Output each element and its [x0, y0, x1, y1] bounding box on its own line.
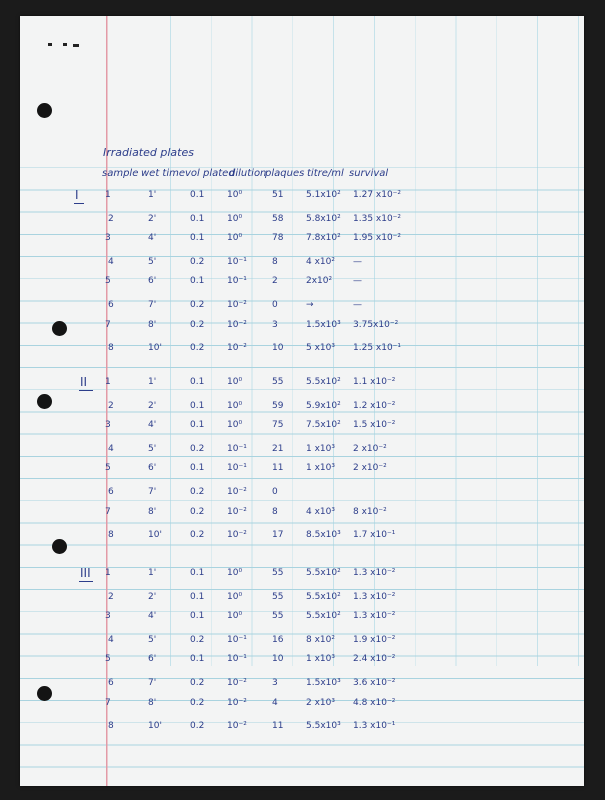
table-cell: 7.5x10² [306, 420, 341, 431]
table-cell: 10' [148, 721, 162, 732]
page-title: Irradiated plates [103, 146, 194, 159]
binder-hole [37, 394, 52, 409]
binder-hole [37, 103, 52, 118]
corner-mark [63, 43, 67, 46]
table-cell: 1.5x10³ [306, 319, 341, 330]
table-cell: 2' [148, 213, 157, 224]
table-cell: 3 [105, 420, 111, 431]
table-cell: 4' [148, 611, 157, 622]
table-cell: 7 [105, 319, 111, 330]
table-cell: 4 [272, 697, 278, 708]
table-cell: 0.2 [190, 319, 205, 330]
column-header: plaques [265, 168, 305, 179]
table-cell: 4 x10² [306, 256, 335, 267]
table-cell: 8' [148, 697, 157, 708]
table-cell: 5 x10³ [306, 343, 335, 354]
table-cell: 0.1 [190, 190, 205, 200]
table-cell: 4' [148, 420, 157, 431]
table-cell: 1 x10³ [306, 463, 335, 474]
table-cell: 1.9 x10⁻² [353, 634, 396, 645]
table-cell: 78 [272, 233, 284, 244]
table-cell: 6 [108, 300, 114, 310]
table-cell: — [353, 256, 362, 267]
table-cell: 2' [148, 591, 157, 602]
table-cell: 55 [272, 568, 284, 578]
table-cell: 8' [148, 506, 157, 517]
table-cell: — [353, 276, 362, 287]
table-cell: 2 x10³ [306, 697, 335, 708]
table-cell: 3 [272, 319, 278, 330]
table-cell: 5.1x10² [306, 190, 341, 200]
table-cell: 0.2 [190, 634, 205, 645]
table-cell: 5.9x10² [306, 400, 341, 411]
table-cell: 1.35 x10⁻² [353, 213, 402, 224]
table-cell: 8 [272, 256, 278, 267]
table-cell: 2.4 x10⁻² [353, 654, 396, 665]
table-cell: 3 [105, 611, 111, 622]
table-cell: 5' [148, 256, 157, 267]
table-cell: 2x10² [306, 276, 333, 287]
table-cell: 5.5x10³ [306, 721, 341, 732]
table-cell: 1 x10³ [306, 654, 335, 665]
table-cell: 1.3 x10⁻² [353, 568, 396, 578]
table-cell: 17 [272, 530, 284, 541]
table-cell: 5' [148, 443, 157, 454]
group-label-underline [79, 581, 93, 582]
table-cell: 5.8x10² [306, 213, 341, 224]
table-cell: 10⁰ [227, 591, 243, 602]
table-cell: 6' [148, 463, 157, 474]
table-cell: 3 [105, 233, 111, 244]
table-cell: 1.7 x10⁻¹ [353, 530, 396, 541]
table-cell: 3.75x10⁻² [353, 319, 399, 330]
table-cell: 10⁻² [227, 506, 247, 517]
table-cell: 0.2 [190, 487, 205, 497]
table-cell: 10⁻¹ [227, 654, 247, 665]
table-cell: 4' [148, 233, 157, 244]
table-cell: 5 [105, 463, 111, 474]
table-cell: 0.2 [190, 678, 205, 688]
table-cell: 7 [105, 697, 111, 708]
table-cell: 2' [148, 400, 157, 411]
table-cell: 7 [105, 506, 111, 517]
table-cell: 8' [148, 319, 157, 330]
table-cell: 8 [272, 506, 278, 517]
table-cell: 55 [272, 377, 284, 387]
table-cell: 51 [272, 190, 284, 200]
table-cell: 10 [272, 343, 284, 354]
table-cell: 1.5x10³ [306, 678, 341, 688]
notebook-page [20, 16, 584, 786]
table-cell: 5.5x10² [306, 377, 341, 387]
table-cell: 5.5x10² [306, 568, 341, 578]
table-cell: 5.5x10² [306, 611, 341, 622]
table-cell: 10⁻² [227, 343, 247, 354]
table-cell: 4 x10³ [306, 506, 335, 517]
table-cell: 8.5x10³ [306, 530, 341, 541]
table-cell: 10⁻² [227, 530, 247, 541]
table-cell: 0.2 [190, 343, 205, 354]
column-header: survival [349, 168, 389, 179]
table-cell: 55 [272, 611, 284, 622]
table-cell: 10⁻¹ [227, 276, 247, 287]
table-cell: 10' [148, 343, 162, 354]
table-cell: 0.1 [190, 233, 205, 244]
table-cell: 2 [108, 400, 114, 411]
table-cell: 10 [272, 654, 284, 665]
table-cell: 1' [148, 568, 157, 578]
table-cell: 10⁰ [227, 611, 243, 622]
table-cell: 0 [272, 300, 278, 310]
table-cell: 7' [148, 487, 157, 497]
table-cell: 0.2 [190, 300, 205, 310]
table-cell: 11 [272, 721, 284, 732]
table-cell: 10⁻¹ [227, 443, 247, 454]
table-cell: 1.3 x10⁻² [353, 611, 396, 622]
table-cell: 1.3 x10⁻² [353, 591, 396, 602]
table-cell: 8 [108, 721, 114, 732]
table-cell: → [306, 300, 314, 310]
column-header: wet time [141, 168, 186, 179]
table-cell: 10⁻² [227, 300, 247, 310]
table-cell: 5.5x10² [306, 591, 341, 602]
corner-mark [48, 43, 52, 46]
table-cell: 16 [272, 634, 284, 645]
table-cell: 0.2 [190, 697, 205, 708]
table-cell: 10⁻² [227, 678, 247, 688]
table-cell: 0 [272, 487, 278, 497]
table-cell: 10⁰ [227, 568, 243, 578]
column-header: titre/ml [307, 168, 344, 179]
table-cell: 0.2 [190, 506, 205, 517]
table-cell: 8 x10² [306, 634, 335, 645]
table-cell: 1' [148, 190, 157, 200]
table-cell: 0.2 [190, 721, 205, 732]
table-cell: 4 [108, 443, 114, 454]
table-cell: 2 [108, 213, 114, 224]
table-cell: — [353, 300, 362, 310]
table-cell: 21 [272, 443, 284, 454]
table-cell: 1.95 x10⁻² [353, 233, 402, 244]
table-cell: 0.2 [190, 443, 205, 454]
binder-hole [52, 539, 67, 554]
table-cell: 4 [108, 256, 114, 267]
table-cell: 0.1 [190, 400, 205, 411]
table-cell: 10⁰ [227, 420, 243, 431]
table-cell: 10⁻² [227, 697, 247, 708]
table-cell: 55 [272, 591, 284, 602]
group-label: I [75, 188, 79, 202]
table-cell: 10⁰ [227, 377, 243, 387]
table-cell: 6 [108, 487, 114, 497]
table-cell: 0.2 [190, 530, 205, 541]
table-cell: 8 x10⁻² [353, 506, 387, 517]
table-cell: 6 [108, 678, 114, 688]
table-cell: 5 [105, 276, 111, 287]
table-cell: 10⁰ [227, 233, 243, 244]
table-cell: 10⁻² [227, 487, 247, 497]
binder-hole [37, 686, 52, 701]
table-cell: 10⁰ [227, 400, 243, 411]
table-cell: 59 [272, 400, 284, 411]
table-cell: 6' [148, 654, 157, 665]
table-cell: 10⁻¹ [227, 463, 247, 474]
group-label-underline [79, 390, 93, 391]
table-cell: 5 [105, 654, 111, 665]
table-cell: 8 [108, 343, 114, 354]
table-cell: 0.1 [190, 276, 205, 287]
table-cell: 10⁻² [227, 721, 247, 732]
table-cell: 7' [148, 678, 157, 688]
binder-hole [52, 321, 67, 336]
table-cell: 0.1 [190, 611, 205, 622]
table-cell: 1' [148, 377, 157, 387]
table-cell: 1.25 x10⁻¹ [353, 343, 402, 354]
table-cell: 8 [108, 530, 114, 541]
corner-mark [73, 44, 79, 47]
table-cell: 6' [148, 276, 157, 287]
table-cell: 2 [108, 591, 114, 602]
table-cell: 1.1 x10⁻² [353, 377, 396, 387]
table-cell: 10⁰ [227, 190, 243, 200]
table-cell: 0.2 [190, 256, 205, 267]
column-header: vol plated [185, 168, 235, 179]
table-cell: 1 [105, 377, 111, 387]
column-header: dilution [229, 168, 267, 179]
table-cell: 5' [148, 634, 157, 645]
table-cell: 0.1 [190, 213, 205, 224]
table-cell: 2 [272, 276, 278, 287]
table-cell: 0.1 [190, 420, 205, 431]
table-cell: 2 x10⁻² [353, 443, 387, 454]
table-cell: 10⁻¹ [227, 256, 247, 267]
table-cell: 2 x10⁻² [353, 463, 387, 474]
column-header: sample [102, 168, 139, 179]
table-cell: 7.8x10² [306, 233, 341, 244]
table-cell: 75 [272, 420, 284, 431]
table-cell: 3.6 x10⁻² [353, 678, 396, 688]
table-cell: 0.1 [190, 654, 205, 665]
table-cell: 0.1 [190, 463, 205, 474]
group-label-underline [74, 203, 84, 204]
table-cell: 1.5 x10⁻² [353, 420, 396, 431]
table-cell: 4.8 x10⁻² [353, 697, 396, 708]
table-cell: 0.1 [190, 591, 205, 602]
table-cell: 11 [272, 463, 284, 474]
table-cell: 0.1 [190, 568, 205, 578]
table-cell: 1.27 x10⁻² [353, 190, 402, 200]
table-cell: 1.3 x10⁻¹ [353, 721, 396, 732]
table-cell: 4 [108, 634, 114, 645]
table-cell: 1.2 x10⁻² [353, 400, 396, 411]
table-cell: 3 [272, 678, 278, 688]
table-cell: 7' [148, 300, 157, 310]
table-cell: 10' [148, 530, 162, 541]
table-cell: 10⁰ [227, 213, 243, 224]
table-cell: 10⁻² [227, 319, 247, 330]
table-cell: 58 [272, 213, 284, 224]
group-label: III [80, 566, 91, 580]
group-label: II [80, 375, 88, 389]
table-cell: 10⁻¹ [227, 634, 247, 645]
table-cell: 0.1 [190, 377, 205, 387]
table-cell: 1 x10³ [306, 443, 335, 454]
table-cell: 1 [105, 190, 111, 200]
table-cell: 1 [105, 568, 111, 578]
